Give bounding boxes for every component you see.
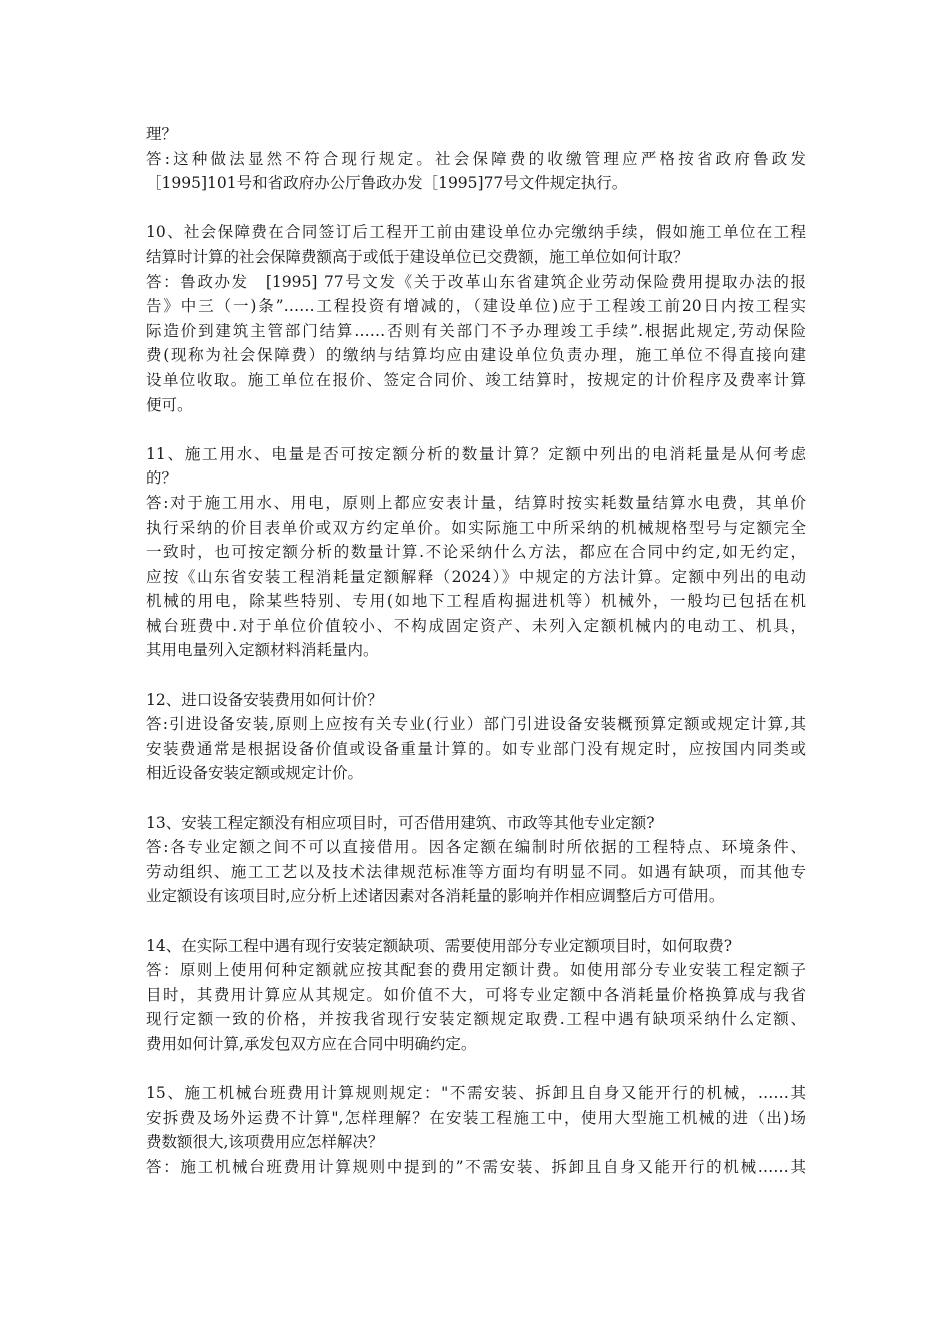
text-line: 答:这种做法显然不符合现行规定。社会保障费的收缴管理应严格按省政府鲁政发 bbox=[146, 149, 806, 168]
answer-line: 一致时，也可按定额分析的数量计算.不论采纳什么方法，都应在合同中约定,如无约定， bbox=[146, 543, 806, 562]
paragraph-gap bbox=[146, 417, 806, 442]
section-q11 bbox=[146, 442, 806, 663]
answer-line: 相近设备安装定额或规定计价。 bbox=[146, 764, 364, 783]
answer-line: 执行采纳的价目表单价或双方约定单价。如实际施工中所采纳的机械规格型号与定额完全 bbox=[146, 518, 806, 537]
section-q15 bbox=[146, 1081, 806, 1179]
answer-line: 现行定额一致的价格，并按我省现行安装定额规定取费.工程中遇有缺项采纳什么定额、 bbox=[146, 1010, 806, 1029]
answer-line: 设单位收取。施工单位在报价、签定合同价、竣工结算时，按规定的计价程序及费率计算 bbox=[146, 370, 806, 389]
paragraph-gap bbox=[146, 786, 806, 811]
answer-line: 际造价到建筑主管部门结算……否则有关部门不予办理竣工手续”.根据此规定,劳动保险 bbox=[146, 321, 806, 340]
paragraph-gap bbox=[146, 909, 806, 934]
answer-line: 答：原则上使用何种定额就应按其配套的费用定额计费。如使用部分专业安装工程定额子 bbox=[146, 961, 806, 980]
question-line: 费数额很大,该项费用应怎样解决？ bbox=[146, 1133, 384, 1152]
question-line: 的？ bbox=[146, 469, 178, 488]
section-q10 bbox=[146, 220, 806, 417]
question-line: 15、施工机械台班费用计算规则规定："不需安装、拆卸且自身又能开行的机械，……其 bbox=[146, 1084, 806, 1103]
text-line: ［1995]101号和省政府办公厅鲁政办发［1995]77号文件规定执行。 bbox=[146, 174, 628, 193]
paragraph-gap bbox=[146, 196, 806, 221]
document-page bbox=[146, 122, 806, 1180]
question-line: 结算时计算的社会保障费额高于或低于建设单位已交费额，施工单位如何计取？ bbox=[146, 247, 689, 266]
answer-line: 械台班费中.对于单位价值较小、不构成固定资产、未列入定额机械内的电动工、机具， bbox=[146, 616, 806, 635]
answer-line: 答：施工机械台班费用计算规则中提到的”不需安装、拆卸且自身又能开行的机械……其 bbox=[146, 1157, 806, 1176]
section-q14 bbox=[146, 934, 806, 1057]
question-line: 11、施工用水、电量是否可按定额分析的数量计算？定额中列出的电消耗量是从何考虑 bbox=[146, 444, 806, 463]
answer-line: 机械的用电，除某些特别、专用(如地下工程盾构掘进机等）机械外，一般均已包括在机 bbox=[146, 592, 806, 611]
answer-line: 答：鲁政办发 [1995] 77号文发《关于改革山东省建筑企业劳动保险费用提取办法的报 bbox=[146, 272, 806, 291]
answer-line: 其用电量列入定额材料消耗量内。 bbox=[146, 641, 379, 660]
answer-line: 答:引进设备安装,原则上应按有关专业(行业）部门引进设备安装概预算定额或规定计算,其 bbox=[146, 715, 806, 734]
answer-line: 应按《山东省安装工程消耗量定额解释（2024）》中规定的方法计算。定额中列出的电动 bbox=[146, 567, 806, 586]
section-q9-tail bbox=[146, 122, 806, 196]
question-line: 12、进口设备安装费用如何计价？ bbox=[146, 690, 383, 709]
answer-line: 安装费通常是根据设备价值或设备重量计算的。如专业部门没有规定时，应按国内同类或 bbox=[146, 739, 806, 758]
paragraph-gap bbox=[146, 663, 806, 688]
section-q12 bbox=[146, 688, 806, 786]
question-line: 安拆费及场外运费不计算",怎样理解？在安装工程施工中，使用大型施工机械的进（出)场 bbox=[146, 1108, 806, 1127]
section-q13 bbox=[146, 811, 806, 909]
question-line: 13、安装工程定额没有相应项目时，可否借用建筑、市政等其他专业定额? bbox=[146, 813, 655, 832]
answer-line: 费用如何计算,承发包双方应在合同中明确约定。 bbox=[146, 1034, 477, 1053]
answer-line: 费(现称为社会保障费）的缴纳与结算均应由建设单位负责办理，施工单位不得直接向建 bbox=[146, 346, 806, 365]
paragraph-gap bbox=[146, 1057, 806, 1082]
answer-line: 告》中三（一)条”……工程投资有增减的，（建设单位)应于工程竣工前20日内按工程实 bbox=[146, 297, 806, 316]
question-line: 10、社会保障费在合同签订后工程开工前由建设单位办完缴纳手续，假如施工单位在工程 bbox=[146, 223, 806, 242]
answer-line: 目时，其费用计算应从其规定。如价值不大，可将专业定额中各消耗量价格换算成与我省 bbox=[146, 985, 806, 1004]
answer-line: 劳动组织、施工工艺以及技术法律规范标准等方面均有明显不同。如遇有缺项，而其他专 bbox=[146, 862, 806, 881]
question-line: 14、在实际工程中遇有现行安装定额缺项、需要使用部分专业定额项目时，如何取费? bbox=[146, 936, 733, 955]
answer-line: 业定额设有该项目时,应分析上述诸因素对各消耗量的影响并作相应调整后方可借用。 bbox=[146, 887, 725, 906]
answer-line: 答:对于施工用水、用电，原则上都应安表计量，结算时按实耗数量结算水电费，其单价 bbox=[146, 493, 806, 512]
answer-line: 便可。 bbox=[146, 395, 193, 414]
answer-line: 答:各专业定额之间不可以直接借用。因各定额在编制时所依据的工程特点、环境条件、 bbox=[146, 838, 806, 857]
text-line: 理？ bbox=[146, 125, 178, 143]
